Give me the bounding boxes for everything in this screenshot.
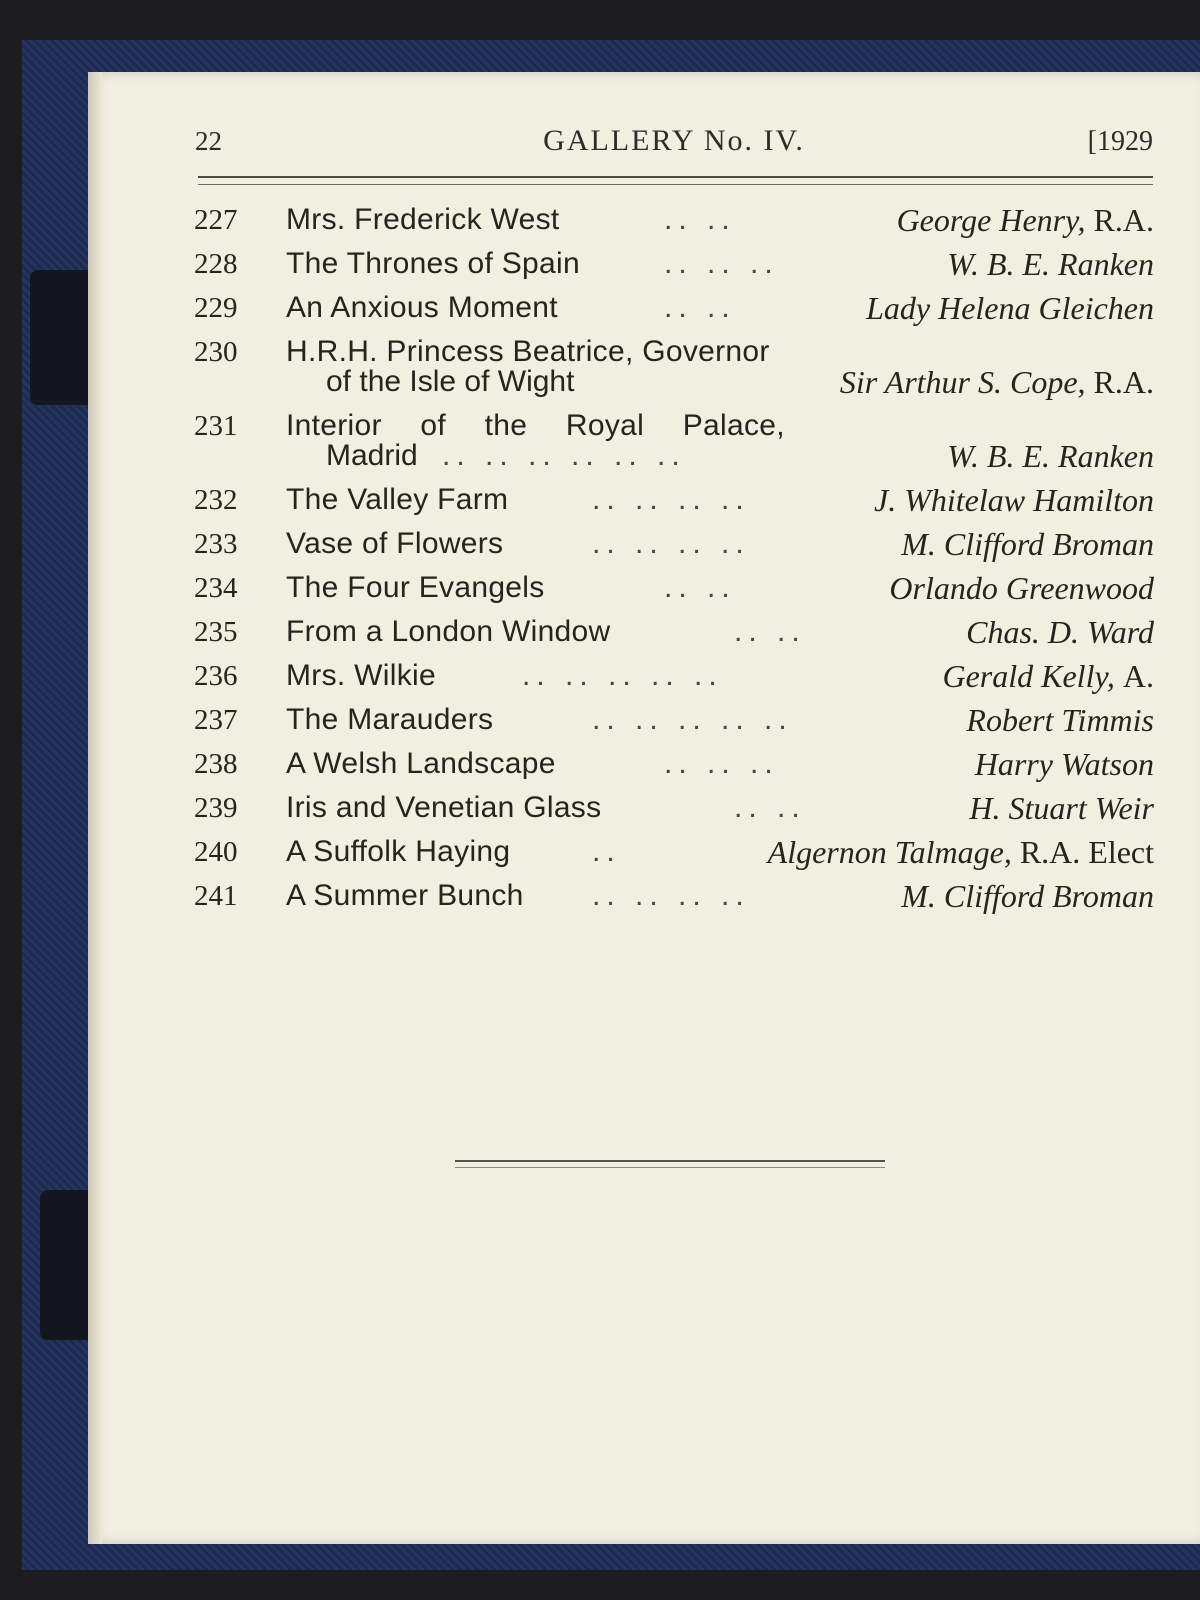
entry-number: 232: [194, 484, 238, 516]
entry-artist: W. B. E. Ranken: [947, 246, 1154, 282]
artist-name: Gerald Kelly,: [942, 658, 1115, 694]
dot-leader: .. .. ..: [664, 247, 779, 280]
entry-title-continued: of the Isle of Wight: [326, 365, 575, 398]
year-label: [1929: [1087, 126, 1153, 157]
dot-leader: .. .. .. ..: [592, 527, 750, 560]
dot-leader: .. .. .. ..: [592, 483, 750, 516]
catalogue-entry: [194, 404, 1154, 478]
entry-artist: W. B. E. Ranken: [947, 438, 1154, 474]
page-number: 22: [195, 126, 222, 156]
entry-title: Iris and Venetian Glass: [286, 791, 602, 824]
entry-title: An Anxious Moment: [286, 291, 558, 324]
running-title: GALLERY No. IV.: [543, 124, 805, 157]
entry-number: 240: [194, 836, 238, 868]
entry-number: 237: [194, 704, 238, 736]
entry-artist: J. Whitelaw Hamilton: [874, 482, 1154, 518]
catalogue-entry: [194, 610, 1154, 654]
artist-suffix: R.A. Elect: [1019, 834, 1154, 870]
entry-artist: H. Stuart Weir: [969, 790, 1154, 826]
artist-name: George Henry,: [896, 202, 1086, 238]
entry-title: The Valley Farm: [286, 483, 509, 516]
header-rule: [198, 176, 1153, 185]
entry-title: A Welsh Landscape: [286, 747, 556, 780]
entry-artist: Lady Helena Gleichen: [866, 290, 1154, 326]
entry-title: Mrs. Frederick West: [286, 203, 560, 236]
catalogue-entry: [194, 522, 1154, 566]
entry-title: From a London Window: [286, 615, 611, 648]
catalogue-entry: [194, 654, 1154, 698]
closing-rule: [455, 1160, 885, 1168]
artist-suffix: R.A.: [1093, 202, 1154, 238]
page-header: [195, 120, 1153, 170]
entry-title: H.R.H. Princess Beatrice, Governor: [286, 335, 770, 368]
entry-artist: Chas. D. Ward: [966, 614, 1154, 650]
entry-number: 241: [194, 880, 238, 912]
catalogue-entry: [194, 330, 1154, 404]
entry-number: 239: [194, 792, 238, 824]
dot-leader: .. ..: [734, 791, 806, 824]
catalogue-entry: [194, 830, 1154, 874]
entry-artist: Harry Watson: [974, 746, 1154, 782]
entry-artist: M. Clifford Broman: [901, 526, 1154, 562]
entry-title: The Marauders: [286, 703, 494, 736]
catalogue-entry: [194, 566, 1154, 610]
entry-number: 230: [194, 336, 238, 368]
catalogue-entry: [194, 786, 1154, 830]
page-gutter: [88, 72, 102, 1544]
catalogue-entry: [194, 242, 1154, 286]
dot-leader: .. .. .. ..: [592, 879, 750, 912]
entry-title: A Summer Bunch: [286, 879, 524, 912]
entry-number: 229: [194, 292, 238, 324]
dot-leader: .. ..: [734, 615, 806, 648]
catalogue-entry: [194, 874, 1154, 918]
catalogue-entry: [194, 478, 1154, 522]
entry-artist: Orlando Greenwood: [889, 570, 1154, 606]
dot-leader: .. .. .. .. ..: [592, 703, 793, 736]
catalogue-entry: [194, 286, 1154, 330]
entry-artist: [768, 830, 1154, 874]
entry-title: The Thrones of Spain: [286, 247, 580, 280]
dot-leader: .. ..: [664, 291, 736, 324]
entry-number: 238: [194, 748, 238, 780]
artist-name: Algernon Talmage,: [767, 834, 1012, 870]
dot-leader: .. ..: [664, 571, 736, 604]
dot-leader: .. .. .. .. ..: [522, 659, 723, 692]
entry-number: 235: [194, 616, 238, 648]
entry-number: 236: [194, 660, 238, 692]
entry-number: 228: [194, 248, 238, 280]
entry-artist: [942, 654, 1154, 698]
dot-leader: .. .. ..: [664, 747, 779, 780]
artist-suffix: A.: [1122, 658, 1154, 694]
catalogue-entry: [194, 742, 1154, 786]
entry-title: Interior of the Royal Palace,: [286, 409, 785, 442]
entry-number: 234: [194, 572, 238, 604]
dot-leader: .. ..: [664, 203, 736, 236]
entry-title: Vase of Flowers: [286, 527, 504, 560]
entry-title: The Four Evangels: [286, 571, 545, 604]
catalogue-entries: [194, 198, 1154, 918]
dot-leader: .. .. .. .. .. ..: [442, 439, 686, 472]
catalogue-entry: [194, 698, 1154, 742]
entry-number: 233: [194, 528, 238, 560]
catalogue-entry: [194, 198, 1154, 242]
entry-title-continued: Madrid: [326, 439, 418, 472]
dot-leader: ..: [592, 835, 621, 868]
entry-number: 231: [194, 410, 238, 442]
entry-artist: Robert Timmis: [966, 702, 1154, 738]
entry-number: 227: [194, 204, 238, 236]
entry-artist: [840, 360, 1154, 404]
artist-suffix: R.A.: [1093, 364, 1154, 400]
entry-artist: [897, 198, 1154, 242]
artist-name: Sir Arthur S. Cope,: [839, 364, 1086, 400]
entry-artist: M. Clifford Broman: [901, 878, 1154, 914]
entry-title: A Suffolk Haying: [286, 835, 511, 868]
entry-title: Mrs. Wilkie: [286, 659, 436, 692]
